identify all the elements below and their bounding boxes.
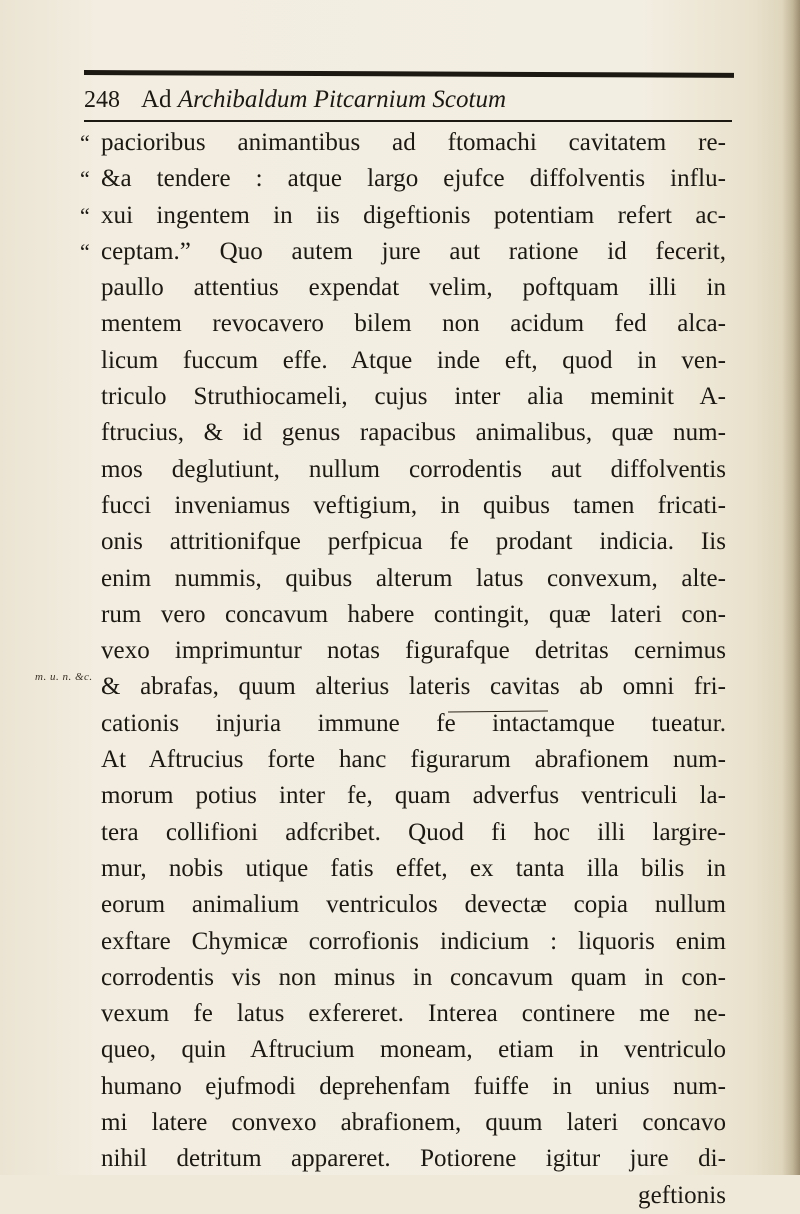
text-line: [101, 561, 726, 597]
line-text: rum vero concavum habere contingit, quæ lateri con-: [101, 600, 726, 628]
text-line: [101, 669, 726, 705]
line-text: ceptam.” Quo autem jure aut ratione id fecerit,: [101, 237, 726, 265]
running-head-title: Archibaldum Pitcarnium Scotum: [177, 86, 507, 113]
text-line: [101, 270, 726, 306]
text-line: [101, 924, 726, 960]
line-text: paullo attentius expendat velim, poftquam illi in: [101, 274, 726, 302]
text-line: [101, 633, 726, 669]
text-line: [101, 415, 726, 451]
line-text: onis attritionifque perfpicua fe prodant indicia. Iis: [101, 528, 726, 556]
line-text: vexum fe latus exfereret. Interea continere me ne-: [101, 1000, 726, 1028]
text-line: [101, 524, 726, 560]
line-text: At Aftrucius forte hanc figurarum abrafionem num-: [101, 746, 726, 774]
line-text: mentem revocavero bilem non acidum fed alca-: [101, 310, 726, 338]
line-text: licum fuccum effe. Atque inde eft, quod in ven-: [101, 346, 726, 374]
text-line: [101, 996, 726, 1032]
line-text: cationis injuria immune fe intactamque tueatur.: [101, 709, 726, 737]
text-line: [101, 815, 726, 851]
text-line: [101, 887, 726, 923]
line-text: mi latere convexo abrafionem, quum lateri concavo: [101, 1109, 726, 1137]
text-line: [101, 379, 726, 415]
line-text: tera collifioni adfcribet. Quod fi hoc illi largire-: [101, 818, 726, 846]
text-line: [101, 343, 726, 379]
text-line: [101, 960, 726, 996]
text-line: [101, 1141, 726, 1177]
quote-mark: “: [80, 166, 90, 192]
line-text: vexo imprimuntur notas figurafque detritas cernimus: [101, 637, 726, 665]
text-line: [101, 306, 726, 342]
text-line: [80, 234, 726, 270]
line-text: exftare Chymicæ corrofionis indicium : liquoris enim: [101, 927, 726, 955]
quote-mark: “: [80, 238, 90, 264]
line-text: morum potius inter fe, quam adverfus ventriculi la-: [101, 782, 726, 810]
text-line: [101, 742, 726, 778]
page-header: [84, 82, 724, 118]
line-text: ftrucius, & id genus rapacibus animalibus, quæ num-: [101, 419, 726, 447]
running-head: [141, 82, 506, 118]
header-rule: [84, 120, 732, 122]
text-line: [101, 706, 726, 742]
line-text: mur, nobis utique fatis effet, ex tanta illa bilis in: [101, 854, 726, 882]
line-text: pacioribus animantibus ad ftomachi cavitatem re-: [101, 129, 726, 156]
catchword-line: [101, 1178, 726, 1214]
line-text: eorum animalium ventriculos devectæ copia nullum: [101, 891, 726, 919]
handwritten-margin-note: m. u. n. &c.: [35, 671, 93, 683]
line-text: corrodentis vis non minus in concavum quam in con-: [101, 963, 726, 991]
text-line: [101, 851, 726, 887]
page-number: 248: [84, 87, 120, 113]
text-line: [101, 597, 726, 633]
text-line: [101, 778, 726, 814]
line-text: queo, quin Aftrucium moneam, etiam in ventriculo: [101, 1036, 726, 1064]
line-text: & abrafas, quum alterius lateris cavitas ab omni fri-: [101, 673, 726, 701]
line-text: nihil detritum appareret. Potiorene igitur jure di-: [101, 1145, 726, 1173]
line-text: humano ejufmodi deprehenfam fuiffe in unius num-: [101, 1072, 726, 1100]
text-line: [101, 1032, 726, 1068]
text-line: [80, 161, 726, 197]
line-text: enim nummis, quibus alterum latus convexum, alte-: [101, 564, 726, 592]
quote-mark: “: [80, 202, 90, 228]
text-line: [80, 198, 726, 234]
line-text: xui ingentem in iis digeftionis potentiam refert ac-: [101, 201, 726, 229]
text-line: [80, 125, 726, 161]
top-rule: [84, 70, 734, 78]
text-line: [101, 488, 726, 524]
quote-mark: “: [80, 130, 90, 155]
text-line: [101, 452, 726, 488]
line-text: fucci inveniamus veftigium, in quibus tamen fricati-: [101, 491, 726, 519]
page-gutter-shadow: [782, 0, 800, 1175]
text-line: [101, 1069, 726, 1105]
line-text: &a tendere : atque largo ejufce diffolventis influ-: [101, 165, 726, 193]
running-head-prefix: Ad: [141, 86, 172, 113]
text-line: [101, 1105, 726, 1141]
line-text: triculo Struthiocameli, cujus inter alia meminit A-: [101, 383, 726, 411]
body-text: [80, 125, 726, 1214]
line-text: mos deglutiunt, nullum corrodentis aut diffolventis: [101, 455, 726, 483]
catchword: geftionis: [638, 1181, 726, 1209]
